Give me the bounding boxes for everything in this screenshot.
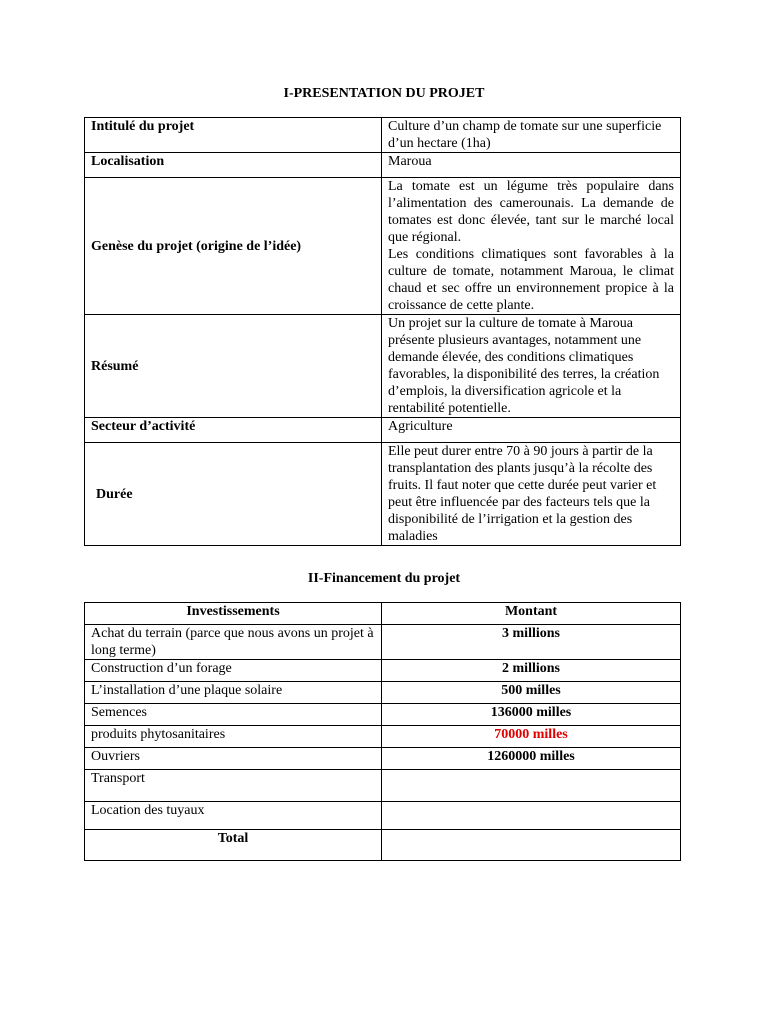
table-row: [85, 418, 681, 443]
row-value: Culture d’un champ de tomate sur une superficie d’un hectare (1ha): [382, 118, 681, 153]
investment-amount: 136000 milles: [382, 704, 681, 726]
table-total-row: [85, 830, 681, 861]
value-paragraph: Les conditions climatiques sont favorables à la culture de tomate, notamment Maroua, le climat chaud et sec offre un environnement propice à la croissance de cette plante.: [388, 247, 674, 313]
table-row: [85, 443, 681, 546]
investment-amount: 2 millions: [382, 660, 681, 682]
table-row: [85, 770, 681, 802]
investment-amount: 3 millions: [382, 625, 681, 660]
presentation-table: [84, 117, 681, 546]
total-label: Total: [85, 830, 382, 861]
financement-table: [84, 602, 681, 861]
table-row: [85, 704, 681, 726]
total-value: [382, 830, 681, 861]
investment-amount: [382, 802, 681, 830]
investment-item: Transport: [85, 770, 382, 802]
column-header-montant: Montant: [382, 603, 681, 625]
row-value: [382, 178, 681, 315]
table-row: [85, 660, 681, 682]
table-row: [85, 682, 681, 704]
section-title-financement: II-Financement du projet: [307, 571, 461, 586]
row-label: Secteur d’activité: [85, 418, 382, 443]
investment-item: produits phytosanitaires: [85, 726, 382, 748]
table-row: [85, 726, 681, 748]
investment-amount: 500 milles: [382, 682, 681, 704]
investment-item: L’installation d’une plaque solaire: [85, 682, 382, 704]
value-paragraph: La tomate est un légume très populaire dans l’alimentation des camerounais. La demande de tomates est donc élevée, tant sur le marché local que régional.: [388, 179, 674, 245]
column-header-investissements: Investissements: [85, 603, 382, 625]
table-row: [85, 748, 681, 770]
investment-item: Achat du terrain (parce que nous avons un projet à long terme): [85, 625, 382, 660]
investment-item: Ouvriers: [85, 748, 382, 770]
investment-amount-highlighted: 70000 milles: [382, 726, 681, 748]
investment-item: Location des tuyaux: [85, 802, 382, 830]
investment-item: Construction d’un forage: [85, 660, 382, 682]
table-row: [85, 153, 681, 178]
table-header-row: [85, 603, 681, 625]
row-label: Intitulé du projet: [85, 118, 382, 153]
investment-amount: [382, 770, 681, 802]
row-label: Durée: [85, 443, 382, 546]
row-label: Genèse du projet (origine de l’idée): [85, 178, 382, 315]
table-row: [85, 315, 681, 418]
table-row: [85, 625, 681, 660]
table-row: [85, 178, 681, 315]
table-row: [85, 118, 681, 153]
table-row: [85, 802, 681, 830]
row-value: Agriculture: [382, 418, 681, 443]
investment-amount: 1260000 milles: [382, 748, 681, 770]
row-label: Localisation: [85, 153, 382, 178]
row-value: Un projet sur la culture de tomate à Maroua présente plusieurs avantages, notamment une demande élevée, des conditions climatiques favorables, la disponibilité des terres, la création d’emplois, la diversification agricole et la rentabilité potentielle.: [382, 315, 681, 418]
row-value: Elle peut durer entre 70 à 90 jours à partir de la transplantation des plants jusqu’à la récolte des fruits. Il faut noter que cette durée peut varier et peut être influencée par des facteurs tels que la disponibilité de l’irrigation et la gestion des maladies: [382, 443, 681, 546]
row-label: Résumé: [85, 315, 382, 418]
row-value: Maroua: [382, 153, 681, 178]
investment-item: Semences: [85, 704, 382, 726]
section-title-presentation: I-PRESENTATION DU PROJET: [283, 86, 485, 101]
